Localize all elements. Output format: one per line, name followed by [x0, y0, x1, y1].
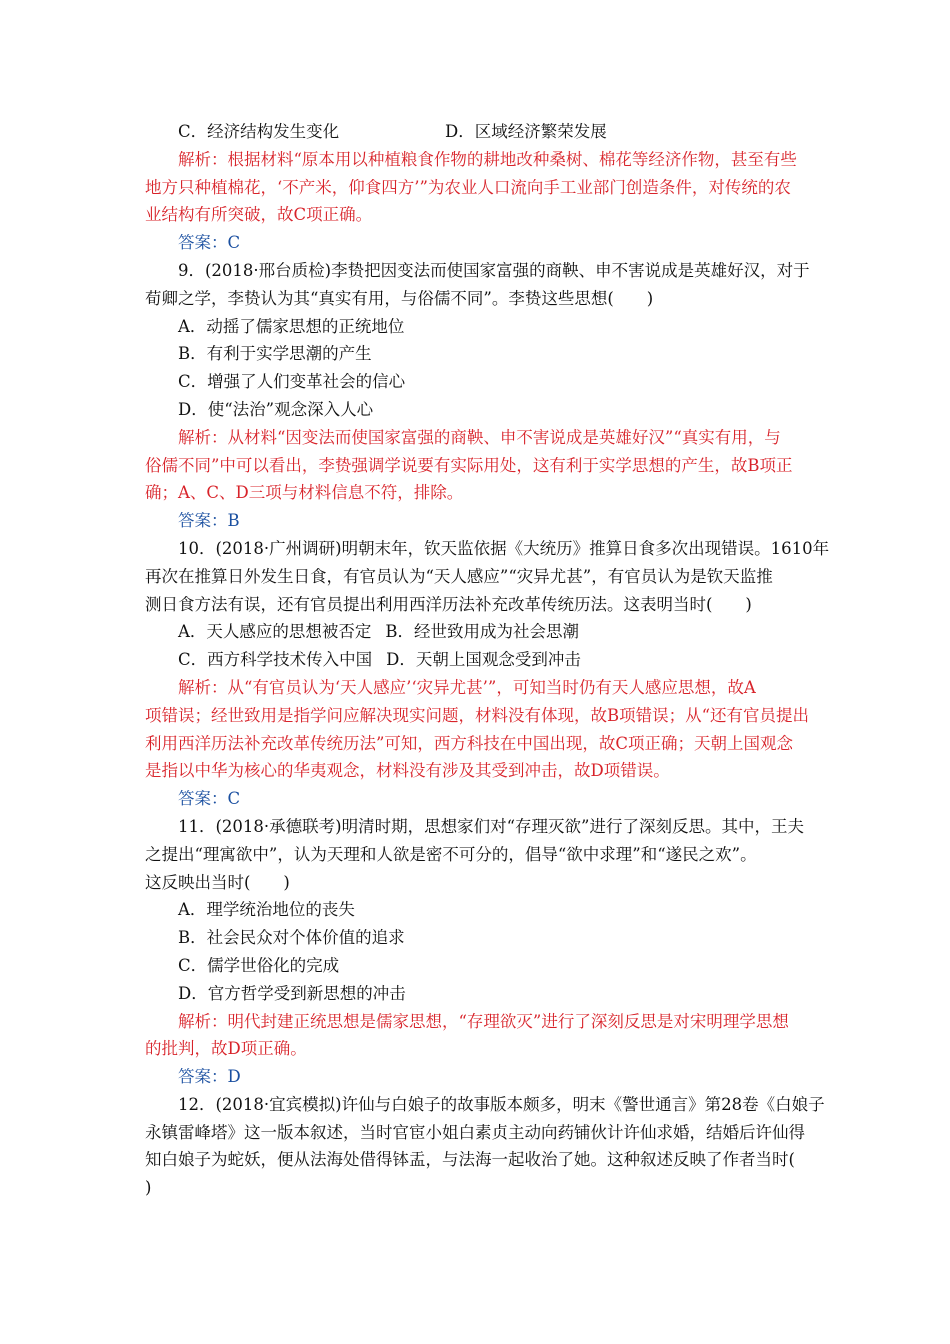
q10-option-a: A．天人感应的思想被否定 [178, 622, 372, 642]
q9-option-b: B．有利于实学思潮的产生 [178, 344, 372, 364]
q10-option-d: D．天朝上国观念受到冲击 [386, 650, 581, 670]
document-page [145, 118, 830, 1202]
q11-option-b: B．社会民众对个体价值的追求 [178, 928, 405, 948]
q10-answer: 答案：C [178, 789, 241, 809]
q11-analysis-line: 解析：明代封建正统思想是儒家思想，“存理欲灭”进行了深刻反思是对宋明理学思想 [178, 1011, 789, 1031]
q10-option-c: C．西方科学技术传入中国 [178, 650, 373, 670]
q10-analysis-line: 项错误；经世致用是指学问应解决现实问题，材料没有体现，故B项错误；从“还有官员提出 [145, 705, 810, 725]
q11-stem-line: 11．(2018·承德联考)明清时期，思想家们对“存理灭欲”进行了深刻反思。其中，王夫 [178, 816, 804, 836]
q9-option-d: D．使“法治”观念深入人心 [178, 399, 374, 419]
q8-options-cd [145, 118, 810, 146]
q12-stem-line: 永镇雷峰塔》这一版本叙述，当时官宦小姐白素贞主动向药铺伙计许仙求婚，结婚后许仙得 [145, 1122, 805, 1142]
q12-stem-line: 12．(2018·宜宾模拟)许仙与白娘子的故事版本颇多，明末《警世通言》第28卷《白娘子 [178, 1094, 825, 1114]
q8-option-d: D．区域经济繁荣发展 [445, 122, 607, 141]
q9-analysis-line: 俗儒不同”中可以看出，李贽强调学说要有实际用处，这有利于实学思想的产生，故B项正 [145, 455, 793, 475]
q9-analysis-line: 确；A、C、D三项与材料信息不符，排除。 [145, 483, 464, 503]
q10-analysis-line: 解析：从“有官员认为‘天人感应’‘灾异尤甚’”，可知当时仍有天人感应思想，故A [178, 677, 756, 697]
q8-analysis-line: 业结构有所突破，故C项正确。 [145, 205, 373, 225]
q9-stem-line: 9．(2018·邢台质检)李贽把因变法而使国家富强的商鞅、申不害说成是英雄好汉，对于 [178, 260, 810, 280]
q11-stem-line: 这反映出当时( ) [145, 872, 290, 892]
q10-option-b: B．经世致用成为社会思潮 [385, 622, 580, 642]
q9-option-a: A．动摇了儒家思想的正统地位 [178, 316, 405, 336]
q11-option-a: A．理学统治地位的丧失 [178, 900, 355, 920]
q10-stem-line: 再次在推算日外发生日食，有官员认为“天人感应”“灾异尤甚”，有官员认为是钦天监推 [145, 566, 773, 586]
q9-stem-line: 荀卿之学，李贽认为其“真实有用，与俗儒不同”。李贽这些思想( ) [145, 288, 654, 308]
q9-option-c: C．增强了人们变革社会的信心 [178, 372, 406, 392]
q10-analysis-line: 是指以中华为核心的华夷观念，材料没有涉及其受到冲击，故D项错误。 [145, 761, 670, 781]
q11-answer: 答案：D [178, 1067, 241, 1087]
q12-stem-line: ) [145, 1178, 152, 1198]
q9-analysis-line: 解析：从材料“因变法而使国家富强的商鞅、申不害说成是英雄好汉”“真实有用，与 [178, 427, 781, 447]
q11-stem-line: 之提出“理寓欲中”，认为天理和人欲是密不可分的，倡导“欲中求理”和“遂民之欢”。 [145, 844, 757, 864]
q8-option-c: C．经济结构发生变化 [178, 122, 340, 141]
q10-options-cd [145, 646, 810, 674]
q10-options-ab [145, 618, 810, 646]
q8-analysis-line: 解析：根据材料“原本用以种植粮食作物的耕地改种桑树、棉花等经济作物，甚至有些 [178, 149, 797, 169]
q8-answer: 答案：C [178, 233, 241, 253]
q11-option-c: C．儒学世俗化的完成 [178, 955, 340, 975]
q9-answer: 答案：B [178, 511, 240, 531]
q10-analysis-line: 利用西洋历法补充改革传统历法”可知，西方科技在中国出现，故C项正确；天朝上国观念 [145, 733, 794, 753]
q11-analysis-line: 的批判，故D项正确。 [145, 1039, 307, 1059]
q10-stem-line: 测日食方法有误，还有官员提出利用西洋历法补充改革传统历法。这表明当时( ) [145, 594, 752, 614]
q8-analysis-line: 地方只种植棉花，‘不产米，仰食四方’”为农业人口流向手工业部门创造条件，对传统的农 [145, 177, 791, 197]
q11-option-d: D．官方哲学受到新思想的冲击 [178, 983, 406, 1003]
q10-stem-line: 10．(2018·广州调研)明朝末年，钦天监依据《大统历》推算日食多次出现错误。1610年 [178, 538, 830, 558]
q12-stem-line: 知白娘子为蛇妖，便从法海处借得钵盂，与法海一起收治了她。这种叙述反映了作者当时( [145, 1150, 795, 1170]
